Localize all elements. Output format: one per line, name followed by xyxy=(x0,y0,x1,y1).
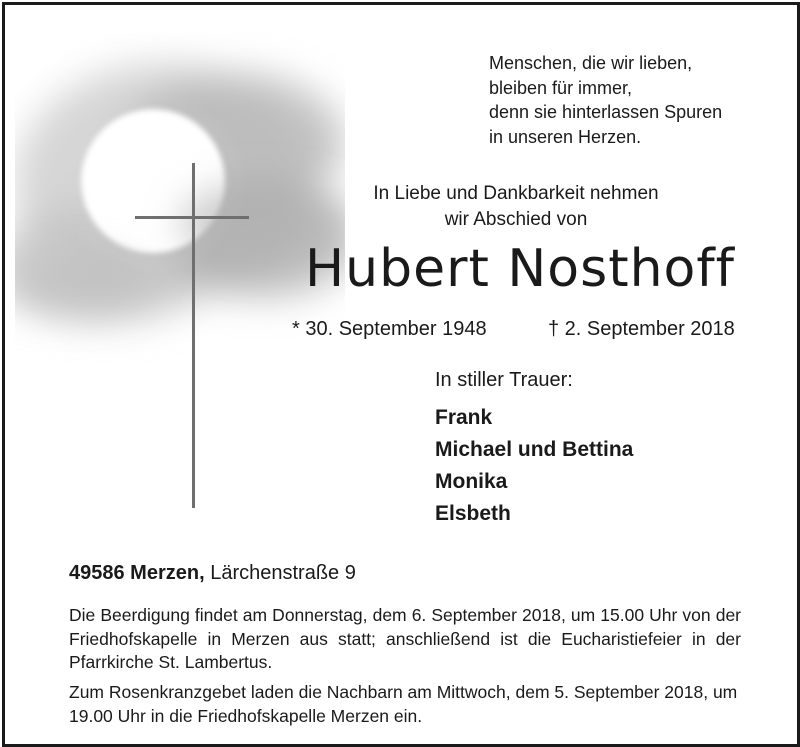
mourning-label: In stiller Trauer: xyxy=(435,369,573,391)
mourner-name: Michael und Bettina xyxy=(435,438,634,461)
mourner-name: Elsbeth xyxy=(435,502,511,525)
farewell-intro xyxy=(357,181,675,233)
birth-date: * 30. September 1948 xyxy=(292,318,487,340)
moon-cross-artwork xyxy=(15,33,345,513)
quote-line: Menschen, die wir lieben, xyxy=(489,53,693,73)
intro-line-1: In Liebe und Dankbarkeit nehmen xyxy=(373,183,659,204)
deceased-name: Hubert Nosthoff xyxy=(305,239,735,299)
memorial-quote xyxy=(489,51,722,149)
address xyxy=(69,562,356,585)
quote-line: bleiben für immer, xyxy=(489,77,633,98)
quote-line: denn sie hinterlassen Spuren xyxy=(489,102,723,122)
mourner-name: Frank xyxy=(435,406,493,429)
mourner-name: Monika xyxy=(435,470,508,493)
quote-line: in unseren Herzen. xyxy=(489,126,642,147)
street: Lärchenstraße 9 xyxy=(210,562,356,584)
death-date: † 2. September 2018 xyxy=(548,318,735,340)
mourner-list xyxy=(435,402,633,530)
rosary-notice: Zum Rosenkranzgebet laden die Nachbarn am Mittwoch, dem 5. September 2018, um 19.00 Uhr in die Friedhofskapelle Merzen ein. xyxy=(69,682,738,726)
postal-city: 49586 Merzen, xyxy=(69,562,205,584)
funeral-notice: Die Beerdigung findet am Donnerstag, dem 6. September 2018, um 15.00 Uhr von der Friedhofskapelle in Merzen aus statt; anschließend ist die Eucharistiefeier in der Pfarrkirche St. Lambertus. xyxy=(69,605,741,672)
intro-line-2: wir Abschied von xyxy=(444,209,588,230)
obituary-frame xyxy=(2,2,800,747)
